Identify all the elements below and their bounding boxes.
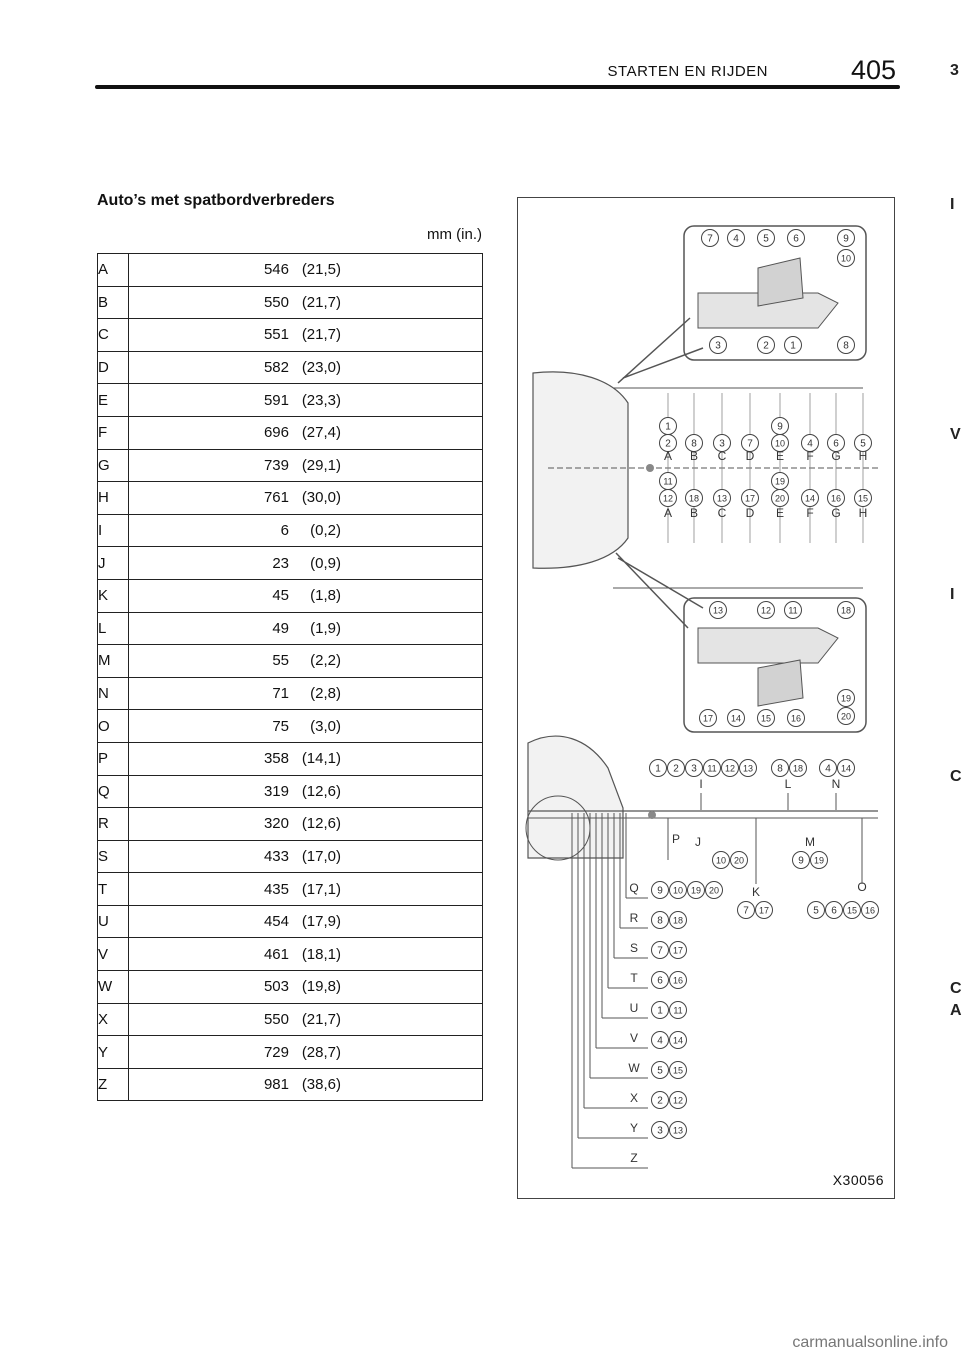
callout-number: 16 xyxy=(864,905,876,916)
callout-number: 2 xyxy=(763,340,769,352)
callout-number: 17 xyxy=(672,945,684,956)
value-mm: 45 xyxy=(272,587,289,605)
callout-number: 19 xyxy=(813,855,825,866)
callout-number: 3 xyxy=(657,1125,663,1137)
table-row xyxy=(98,547,483,580)
callout-number: 3 xyxy=(715,340,721,352)
callout-number: 12 xyxy=(724,763,736,774)
column-letter: T xyxy=(630,971,638,985)
table-row xyxy=(98,840,483,873)
column-letter: Z xyxy=(630,1151,638,1165)
plan-letter: A xyxy=(663,506,673,520)
callout-number: 7 xyxy=(743,905,749,917)
dimension-value xyxy=(129,840,483,873)
plan-letter: E xyxy=(775,449,785,463)
plan-letter: G xyxy=(831,506,841,520)
header-rule xyxy=(95,85,900,89)
callout-number: 8 xyxy=(657,915,663,927)
callout-number: 16 xyxy=(790,713,802,724)
column-letter: X xyxy=(629,1091,639,1105)
callout-number: 10 xyxy=(672,885,684,896)
plan-letter: B xyxy=(689,506,699,520)
callout-number: 15 xyxy=(857,493,869,504)
dimension-key: W xyxy=(98,971,129,1004)
dimension-value xyxy=(129,971,483,1004)
table-row xyxy=(98,351,483,384)
dimension-value xyxy=(129,351,483,384)
dimension-key: T xyxy=(98,873,129,906)
value-inch: (0,9) xyxy=(310,554,341,572)
column-letter: V xyxy=(629,1031,639,1045)
dimension-key: K xyxy=(98,579,129,612)
dimension-key: O xyxy=(98,710,129,743)
dimension-value xyxy=(129,677,483,710)
dimension-key: P xyxy=(98,742,129,775)
value-inch: (1,8) xyxy=(310,587,341,605)
callout-number: 15 xyxy=(760,713,772,724)
figure-drawing xyxy=(518,198,894,1198)
table-row xyxy=(98,449,483,482)
dimension-value xyxy=(129,449,483,482)
callout-number: 11 xyxy=(673,1005,683,1016)
table-row xyxy=(98,677,483,710)
dimension-value xyxy=(129,905,483,938)
dimension-key: U xyxy=(98,905,129,938)
callout-number: 16 xyxy=(672,975,684,986)
dimension-key: F xyxy=(98,416,129,449)
table-row xyxy=(98,645,483,678)
dimension-key: I xyxy=(98,514,129,547)
value-inch: (29,1) xyxy=(301,456,341,474)
callout-number: 6 xyxy=(833,438,839,450)
vehicle-plan-outline xyxy=(533,372,628,568)
side-letter: L xyxy=(784,777,792,791)
dimension-value xyxy=(129,286,483,319)
plan-letter: B xyxy=(689,449,699,463)
edge-mark: A xyxy=(950,1002,962,1019)
column-letter: W xyxy=(628,1061,640,1075)
value-mm: 75 xyxy=(272,717,289,735)
callout-number: 9 xyxy=(657,885,663,897)
vehicle-dimension-figure xyxy=(517,197,895,1199)
dimension-value xyxy=(129,1003,483,1036)
datum-point xyxy=(648,811,656,819)
value-inch: (2,2) xyxy=(310,652,341,670)
table-row xyxy=(98,579,483,612)
callout-number: 9 xyxy=(777,421,783,433)
callout-number: 13 xyxy=(712,605,724,616)
dimension-key: V xyxy=(98,938,129,971)
callout-number: 20 xyxy=(774,493,786,504)
table-row xyxy=(98,905,483,938)
dimension-value xyxy=(129,547,483,580)
dimension-key: L xyxy=(98,612,129,645)
edge-mark: I xyxy=(950,586,955,603)
table-row xyxy=(98,808,483,841)
side-letter: N xyxy=(831,777,841,791)
dimension-value xyxy=(129,319,483,352)
callout-number: 17 xyxy=(702,713,714,724)
value-mm: 320 xyxy=(263,815,289,833)
plan-letter: H xyxy=(858,506,868,520)
dimension-value xyxy=(129,482,483,515)
value-inch: (2,8) xyxy=(310,685,341,703)
callout-number: 8 xyxy=(691,438,697,450)
plan-letter: D xyxy=(745,506,755,520)
callout-number: 5 xyxy=(763,233,769,245)
edge-mark: C xyxy=(950,980,962,997)
callout-number: 14 xyxy=(840,763,852,774)
callout-number: 6 xyxy=(793,233,799,245)
dimension-key: M xyxy=(98,645,129,678)
callout-number: 13 xyxy=(716,493,728,504)
dimension-value xyxy=(129,710,483,743)
header-title: STARTEN EN RIJDEN xyxy=(607,63,768,80)
plan-letter: A xyxy=(663,449,673,463)
callout-number: 16 xyxy=(830,493,842,504)
callout-number: 19 xyxy=(840,693,852,704)
value-inch: (18,1) xyxy=(301,945,341,963)
value-mm: 461 xyxy=(263,945,289,963)
value-inch: (21,7) xyxy=(301,293,341,311)
value-mm: 319 xyxy=(263,782,289,800)
callout-number: 11 xyxy=(707,763,717,774)
side-letter: I xyxy=(699,777,703,791)
dimension-value xyxy=(129,775,483,808)
figure-label: X30056 xyxy=(832,1172,884,1188)
callout-number: 17 xyxy=(744,493,756,504)
callout-number: 10 xyxy=(840,253,852,264)
value-mm: 696 xyxy=(263,424,289,442)
callout-number: 2 xyxy=(673,763,679,775)
callout-number: 7 xyxy=(707,233,713,245)
callout-number: 20 xyxy=(840,711,852,722)
dimension-value xyxy=(129,873,483,906)
table-row xyxy=(98,742,483,775)
value-mm: 761 xyxy=(263,489,289,507)
vehicle-side-outline xyxy=(528,736,623,858)
table-row xyxy=(98,971,483,1004)
edge-mark: C xyxy=(950,768,962,785)
value-inch: (17,1) xyxy=(301,880,341,898)
dimension-key: B xyxy=(98,286,129,319)
callout-number: 11 xyxy=(788,605,798,616)
callout-number: 18 xyxy=(672,915,684,926)
value-mm: 591 xyxy=(263,391,289,409)
side-letter: J xyxy=(695,835,701,849)
dimension-key: X xyxy=(98,1003,129,1036)
callout-number: 13 xyxy=(742,763,754,774)
callout-number: 20 xyxy=(733,855,745,866)
value-mm: 739 xyxy=(263,456,289,474)
callout-number: 1 xyxy=(790,340,796,352)
callout-number: 15 xyxy=(846,905,858,916)
callout-number: 2 xyxy=(657,1095,663,1107)
callout-number: 1 xyxy=(657,1005,663,1017)
plan-letter: D xyxy=(745,449,755,463)
table-row xyxy=(98,775,483,808)
value-inch: (3,0) xyxy=(310,717,341,735)
section-title: Auto’s met spatbordverbreders xyxy=(97,192,335,209)
table-row xyxy=(98,384,483,417)
callout-number: 10 xyxy=(715,855,727,866)
callout-number: 18 xyxy=(840,605,852,616)
table-row xyxy=(98,710,483,743)
side-letter: P xyxy=(671,832,681,846)
value-mm: 435 xyxy=(263,880,289,898)
callout-number: 12 xyxy=(672,1095,684,1106)
dimension-value xyxy=(129,645,483,678)
bracket-part xyxy=(758,660,803,706)
value-mm: 729 xyxy=(263,1043,289,1061)
callout-number: 17 xyxy=(758,905,770,916)
edge-mark: 3 xyxy=(950,62,959,79)
value-inch: (23,0) xyxy=(301,359,341,377)
callout-number: 2 xyxy=(665,438,671,450)
dimension-key: D xyxy=(98,351,129,384)
callout-number: 4 xyxy=(807,438,813,450)
dimension-value xyxy=(129,808,483,841)
column-letter: R xyxy=(629,911,639,925)
dimension-value xyxy=(129,416,483,449)
callout-number: 14 xyxy=(672,1035,684,1046)
datum-point xyxy=(646,464,654,472)
side-letter: K xyxy=(751,885,761,899)
page-header xyxy=(95,55,900,91)
callout-number: 9 xyxy=(798,855,804,867)
dimension-key: Q xyxy=(98,775,129,808)
callout-number: 10 xyxy=(774,438,786,449)
callout-number: 4 xyxy=(657,1035,663,1047)
table-row xyxy=(98,1036,483,1069)
callout-number: 6 xyxy=(657,975,663,987)
value-mm: 55 xyxy=(272,652,289,670)
dimension-key: Y xyxy=(98,1036,129,1069)
value-inch: (12,6) xyxy=(301,782,341,800)
dimension-value xyxy=(129,938,483,971)
callout-number: 3 xyxy=(691,763,697,775)
dimension-key: H xyxy=(98,482,129,515)
edge-mark: V xyxy=(950,426,961,443)
callout-number: 7 xyxy=(657,945,663,957)
column-letter: Q xyxy=(629,881,639,895)
dimension-value xyxy=(129,742,483,775)
value-mm: 433 xyxy=(263,847,289,865)
table-row xyxy=(98,416,483,449)
value-inch: (21,7) xyxy=(301,1010,341,1028)
dimension-value xyxy=(129,1036,483,1069)
value-inch: (38,6) xyxy=(301,1076,341,1094)
dimension-value xyxy=(129,1068,483,1101)
callout-number: 20 xyxy=(708,885,720,896)
callout-number: 9 xyxy=(843,233,849,245)
side-letter: O xyxy=(857,880,867,894)
dimension-value xyxy=(129,579,483,612)
callout-number: 14 xyxy=(730,713,742,724)
callout-number: 5 xyxy=(657,1065,663,1077)
value-inch: (1,9) xyxy=(310,619,341,637)
value-mm: 71 xyxy=(272,685,289,703)
callout-number: 5 xyxy=(860,438,866,450)
callout-number: 1 xyxy=(655,763,661,775)
dimension-key: G xyxy=(98,449,129,482)
plan-letter: E xyxy=(775,506,785,520)
callout-number: 12 xyxy=(760,605,772,616)
value-mm: 358 xyxy=(263,750,289,768)
value-mm: 6 xyxy=(280,522,289,540)
column-letter: Y xyxy=(629,1121,639,1135)
value-inch: (21,7) xyxy=(301,326,341,344)
dimension-key: N xyxy=(98,677,129,710)
callout-number: 19 xyxy=(690,885,702,896)
value-mm: 550 xyxy=(263,1010,289,1028)
value-mm: 49 xyxy=(272,619,289,637)
callout-number: 5 xyxy=(813,905,819,917)
dimension-key: C xyxy=(98,319,129,352)
value-inch: (17,0) xyxy=(301,847,341,865)
dimension-key: R xyxy=(98,808,129,841)
value-inch: (23,3) xyxy=(301,391,341,409)
callout-number: 11 xyxy=(663,476,673,487)
value-mm: 546 xyxy=(263,261,289,279)
value-inch: (14,1) xyxy=(301,750,341,768)
dimension-value xyxy=(129,612,483,645)
value-mm: 981 xyxy=(263,1076,289,1094)
value-mm: 550 xyxy=(263,293,289,311)
plan-letter: G xyxy=(831,449,841,463)
dimension-key: A xyxy=(98,254,129,287)
side-letter: M xyxy=(805,835,815,849)
table-row xyxy=(98,286,483,319)
value-mm: 503 xyxy=(263,978,289,996)
dimension-key: J xyxy=(98,547,129,580)
value-inch: (12,6) xyxy=(301,815,341,833)
callout-number: 15 xyxy=(672,1065,684,1076)
callout-number: 6 xyxy=(831,905,837,917)
value-mm: 551 xyxy=(263,326,289,344)
plan-letter: C xyxy=(717,449,727,463)
value-inch: (21,5) xyxy=(301,261,341,279)
dimension-value xyxy=(129,514,483,547)
plan-letter: C xyxy=(717,506,727,520)
table-row xyxy=(98,254,483,287)
edge-marks xyxy=(950,0,960,1363)
watermark: carmanualsonline.info xyxy=(792,1334,948,1351)
callout-number: 8 xyxy=(777,763,783,775)
table-row xyxy=(98,612,483,645)
table-row xyxy=(98,1068,483,1101)
frame-part xyxy=(698,628,838,663)
column-letter: U xyxy=(629,1001,639,1015)
plan-letter: F xyxy=(806,449,814,463)
page-number: 405 xyxy=(850,55,896,85)
value-inch: (0,2) xyxy=(310,522,341,540)
callout-number: 19 xyxy=(774,476,786,487)
callout-number: 7 xyxy=(747,438,753,450)
callout-number: 18 xyxy=(792,763,804,774)
dimensions-table xyxy=(97,253,483,1101)
plan-letter: H xyxy=(858,449,868,463)
callout-number: 3 xyxy=(719,438,725,450)
callout-number: 12 xyxy=(662,493,674,504)
callout-number: 4 xyxy=(825,763,831,775)
value-inch: (17,9) xyxy=(301,913,341,931)
dimension-key: Z xyxy=(98,1068,129,1101)
callout-number: 8 xyxy=(843,340,849,352)
value-mm: 582 xyxy=(263,359,289,377)
edge-mark: I xyxy=(950,196,955,213)
unit-label: mm (in.) xyxy=(427,226,482,243)
callout-number: 18 xyxy=(688,493,700,504)
callout-number: 14 xyxy=(804,493,816,504)
value-inch: (30,0) xyxy=(301,489,341,507)
value-inch: (28,7) xyxy=(301,1043,341,1061)
value-mm: 454 xyxy=(263,913,289,931)
table-row xyxy=(98,482,483,515)
value-inch: (27,4) xyxy=(301,424,341,442)
callout-number: 4 xyxy=(733,233,739,245)
table-row xyxy=(98,1003,483,1036)
table-row xyxy=(98,514,483,547)
table-row xyxy=(98,938,483,971)
value-mm: 23 xyxy=(272,554,289,572)
dimension-key: S xyxy=(98,840,129,873)
dimension-value xyxy=(129,254,483,287)
value-inch: (19,8) xyxy=(301,978,341,996)
table-row xyxy=(98,873,483,906)
dimension-value xyxy=(129,384,483,417)
column-letter: S xyxy=(629,941,639,955)
callout-number: 13 xyxy=(672,1125,684,1136)
table-row xyxy=(98,319,483,352)
plan-letter: F xyxy=(806,506,814,520)
dimension-key: E xyxy=(98,384,129,417)
callout-number: 1 xyxy=(665,421,671,433)
